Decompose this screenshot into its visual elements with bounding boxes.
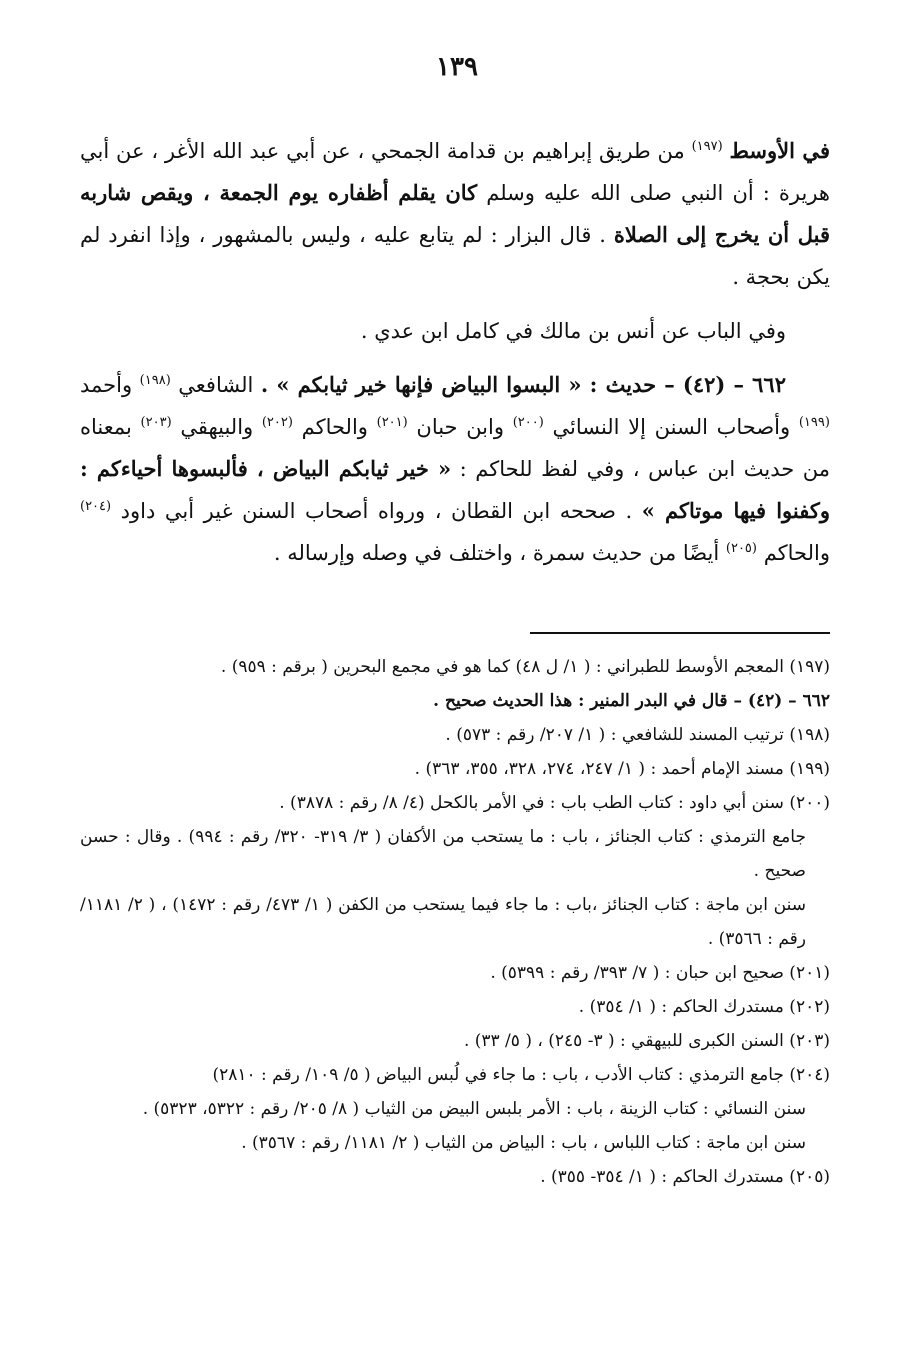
footnote-ref-205: (٢٠٥) <box>725 541 757 556</box>
text-segment: وابن حبان <box>416 415 505 439</box>
footnote-200-ibn-majah: سنن ابن ماجة : كتاب الجنائز ،باب : ما جاء فيما يستحب من الكفن ( ١/ ٤٧٣/ رقم : ١٤٧٢) ، ( ٢/ ١١٨١/ رقم : ٣٥٦٦) . <box>80 895 806 949</box>
hadith-662-heading: ٦٦٢ – (٤٢) – حديث : « البسوا البياض فإنها خير ثيابكم » . <box>260 372 786 397</box>
footnote-ref-204: (٢٠٤) <box>80 499 112 514</box>
text-segment: أيضًا من حديث سمرة ، واختلف في وصله وإرساله . <box>273 541 720 565</box>
footnote-203: (٢٠٣) السنن الكبرى للبيهقي : ( ٣- ٢٤٥) ، ( ٥/ ٣٣) . <box>463 1031 830 1051</box>
footnote-201: (٢٠١) صحيح ابن حبان : ( ٧/ ٣٩٣/ رقم : ٥٣٩٩) . <box>490 963 830 983</box>
paragraph-hadith-662 <box>80 364 830 574</box>
footnote-ref-199: (١٩٩) <box>798 415 830 430</box>
paragraph-al-awsat <box>80 130 830 298</box>
text-segment: وأصحاب السنن إلا النسائي <box>552 415 791 439</box>
footnote-204-nasai: سنن النسائي : كتاب الزينة ، باب : الأمر بلبس البيض من الثياب ( ٨/ ٢٠٥/ رقم : ٥٣٢٢، ٥٣٢٣) . <box>142 1099 806 1119</box>
footnote-ref-197: (١٩٧) <box>691 139 723 154</box>
text-segment: . قال البزار : لم يتابع عليه ، وليس بالمشهور ، وإذا انفرد لم يكن بحجة . <box>80 223 830 289</box>
text-segment: وأحمد <box>80 373 133 397</box>
footnote-197: (١٩٧) المعجم الأوسط للطبراني : ( ١/ ل ٤٨) كما هو في مجمع البحرين ( برقم : ٩٥٩) . <box>220 657 830 677</box>
footnote-205: (٢٠٥) مستدرك الحاكم : ( ١/ ٣٥٤- ٣٥٥) . <box>540 1167 830 1187</box>
footnote-202: (٢٠٢) مستدرك الحاكم : ( ١/ ٣٥٤) . <box>578 997 830 1017</box>
text-segment: الشافعي <box>178 373 254 397</box>
footnote-ref-202: (٢٠٢) <box>261 415 293 430</box>
page-number: ١٣٩ <box>436 52 478 82</box>
text-segment: والحاكم <box>301 415 368 439</box>
text-segment: والبيهقي <box>180 415 254 439</box>
footnote-204: (٢٠٤) جامع الترمذي : كتاب الأدب ، باب : ما جاء في لُبس البياض ( ٥/ ١٠٩/ رقم : ٢٨١٠) <box>212 1065 830 1085</box>
footnote-ref-198: (١٩٨) <box>139 373 171 388</box>
text-segment: من طريق إبراهيم بن قدامة الجمحي ، عن أبي عبد الله الأغر ، عن أبي هريرة : أن النبي صلى الله عليه وسلم <box>80 139 830 205</box>
footnote-200-tirmidhi: جامع الترمذي : كتاب الجنائز ، باب : ما يستحب من الأكفان ( ٣/ ٣١٩- ٣٢٠/ رقم : ٩٩٤) . وقال : حسن صحيح . <box>80 827 806 881</box>
hadith-text-bold: كان يقلم أظفاره يوم الجمعة ، ويقص شاربه قبل أن يخرج إلى الصلاة <box>80 180 830 247</box>
footnote-662: ٦٦٢ – (٤٢) – قال في البدر المنير : هذا الحديث صحيح . <box>433 691 830 711</box>
text-segment: بمعناه من حديث ابن عباس ، وفي لفظ للحاكم : <box>80 415 830 481</box>
footnote-separator <box>530 632 830 634</box>
footnote-198: (١٩٨) ترتيب المسند للشافعي : ( ١/ ٢٠٧/ رقم : ٥٧٣) . <box>445 725 830 745</box>
text-segment: . صححه ابن القطان ، ورواه أصحاب السنن غير أبي داود <box>120 499 633 523</box>
text-segment: والحاكم <box>763 541 830 565</box>
footnotes <box>80 650 830 1194</box>
footnote-204-ibn-majah: سنن ابن ماجة : كتاب اللباس ، باب : البياض من الثياب ( ٢/ ١١٨١/ رقم : ٣٥٦٧) . <box>241 1133 806 1153</box>
footnote-ref-201: (٢٠١) <box>376 415 408 430</box>
footnote-199: (١٩٩) مسند الإمام أحمد : ( ١/ ٢٤٧، ٢٧٤، ٣٢٨، ٣٥٥، ٣٦٣) . <box>414 759 830 779</box>
hakim-wording-bold: « خير ثيابكم البياض ، فألبسوها أحياءكم : وكفنوا فيها موتاكم » <box>80 456 830 523</box>
text-segment: في الأوسط <box>729 138 830 163</box>
footnote-ref-200: (٢٠٠) <box>512 415 544 430</box>
footnote-ref-203: (٢٠٣) <box>140 415 172 430</box>
footnote-200: (٢٠٠) سنن أبي داود : كتاب الطب باب : في الأمر بالكحل (٤/ ٨/ رقم : ٣٨٧٨) . <box>279 793 830 813</box>
main-text <box>80 130 830 574</box>
paragraph-anas: وفي الباب عن أنس بن مالك في كامل ابن عدي . <box>360 319 786 343</box>
